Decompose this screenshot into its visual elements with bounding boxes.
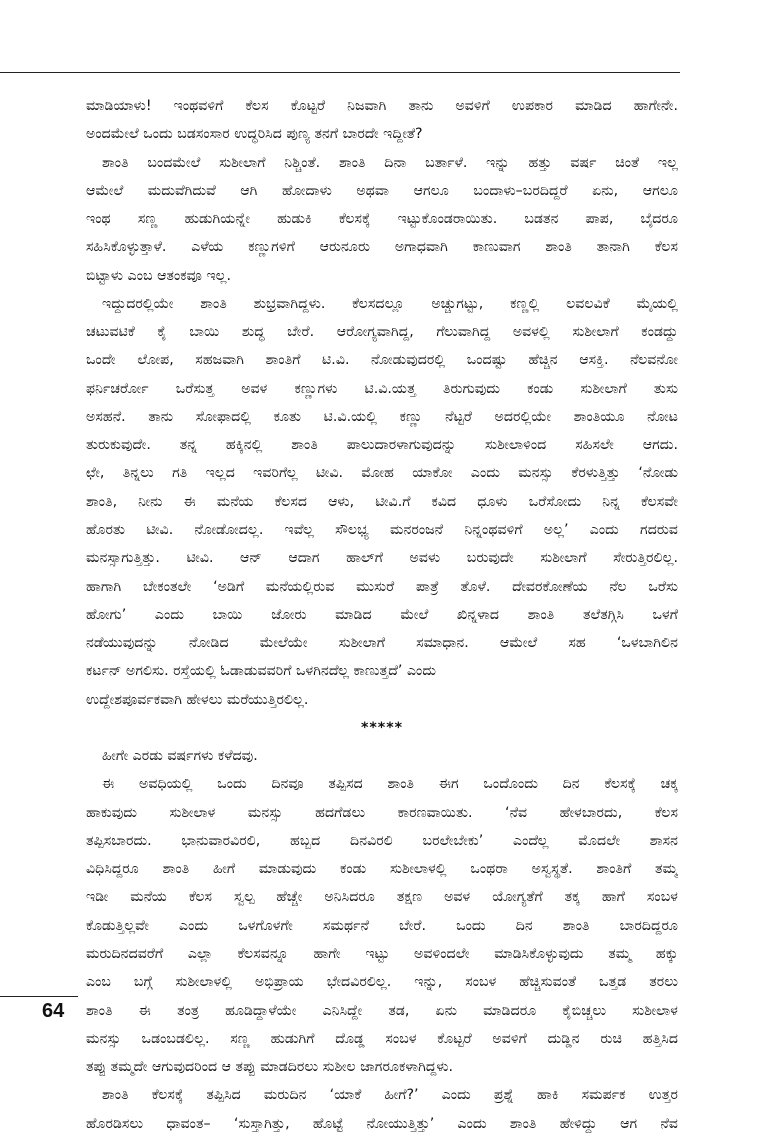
text-line: ಮಾಡಿಯಾಳು! ಇಂಥವಳಿಗೆ ಕೆಲಸ ಕೊಟ್ಟರೆ ನಿಜವಾಗಿ ತಾನು ಅವಳಿಗೆ ಉಪಕಾರ ಮಾಡಿದ ಹಾಗೇನೇ. <box>86 98 678 114</box>
text-line: ಒಂದೇ ಲೋಪ, ಸಹಜವಾಗಿ ಶಾಂತಿಗೆ ಟಿ.ವಿ. ನೋಡುವುದರಲ್ಲಿ ಒಂದಷ್ಟು ಹೆಚ್ಚಿನ ಆಸಕ್ತಿ. ನೆಲವನೋ <box>86 352 678 369</box>
text-line: ಆಮೇಲೆ ಮದುವೆಗಿದುವೆ ಆಗಿ ಹೋದಾಳು ಅಥವಾ ಆಗಲೂ ಬಂದಾಳು–ಬರದಿದ್ದರೆ ಏನು, ಆಗಲೂ <box>86 182 678 199</box>
text-line: ಎಂಬ ಬಗ್ಗೆ ಸುಶೀಲಾಳಲ್ಲಿ ಅಭಿಪ್ರಾಯ ಭೇದವಿರಲಿಲ್ಲ. ಇನ್ನು, ಸಂಬಳ ಹೆಚ್ಚಿಸುವಂತೆ ಒತ್ತಡ ತರಲು <box>86 974 678 991</box>
page-body <box>86 92 678 1138</box>
text-line: ಹೊರತು ಟೀವಿ. ನೋಡೋದಲ್ಲ. ಇವೆಲ್ಲ ಸೌಲಭ್ಯ ಮನರಂಜನೆ ನಿನ್ನಂಥವಳಿಗೆ ಅಲ್ಲ’ ಎಂದು ಗದರುವ <box>86 521 678 538</box>
text-line: ಇದ್ದುದರಲ್ಲಿಯೇ ಶಾಂತಿ ಶುಭ್ರವಾಗಿದ್ದಳು. ಕೆಲಸದಲ್ಲೂ ಅಚ್ಚುಗಟ್ಟು, ಕಣ್ಣಲ್ಲಿ ಲವಲವಿಕೆ ಮೈಯಲ್ಲಿ <box>102 295 678 312</box>
text-line: ಇಡೀ ಮನೆಯ ಕೆಲಸ ಸ್ವಲ್ಪ ಹೆಚ್ಚೇ ಅನಿಸಿದರೂ ತಕ್ಷಣ ಅವಳ ಯೋಗ್ಯತೆಗೆ ತಕ್ಕ ಹಾಗೆ ಸಂಬಳ <box>86 889 678 906</box>
text-line: ಛೇ, ತಿನ್ನಲು ಗತಿ ಇಲ್ಲದ ಇವರಿಗೆಲ್ಲ ಟೀವಿ. ಮೋಹ ಯಾಕೋ ಎಂದು ಮನಸ್ಸು ಕೆರಳುತ್ತಿತ್ತು ‘ನೋಡು <box>86 465 678 482</box>
page-number: 64 <box>42 1000 65 1022</box>
text-line: ಮನಸ್ಸಾಗುತ್ತಿತ್ತು. ಟೀವಿ. ಆನ್ ಆದಾಗ ಹಾಲ್‌ಗೆ ಅವಳು ಬರುವುದೇ ಸುಶೀಲಾಗೆ ಸೇರುತ್ತಿರಲಿಲ್ಲ. <box>86 550 678 567</box>
text-line: ಅಸಹನೆ. ತಾನು ಸೋಫಾದಲ್ಲಿ ಕೂತು ಟಿ.ವಿ.ಯಲ್ಲಿ ಕಣ್ಣು ನೆಟ್ಟರೆ ಅದರಲ್ಲಿಯೇ ಶಾಂತಿಯೂ ನೋಟ <box>86 408 678 425</box>
text-line: ಕೊಡುತ್ತಿಲ್ಲವೇ ಎಂದು ಒಳಗೊಳಗೇ ಸಮರ್ಥನೆ ಬೇರೆ. ಒಂದು ದಿನ ಶಾಂತಿ ಬಾರದಿದ್ದರೂ <box>86 917 678 934</box>
text-line: ವಿಧಿಸಿದ್ದರೂ ಶಾಂತಿ ಹೀಗೆ ಮಾಡುವುದು ಕಂಡು ಸುಶೀಲಾಳಲ್ಲಿ ಒಂಥರಾ ಅಸ್ವಸ್ಥತೆ. ಶಾಂತಿಗೆ ತಮ್ಮ <box>86 861 678 878</box>
text-line: ಉದ್ದೇಶಪೂರ್ವಕವಾಗಿ ಹೇಳಲು ಮರೆಯುತ್ತಿರಲಿಲ್ಲ. <box>86 691 309 708</box>
text-line: ನಡೆಯುವುದನ್ನು ನೋಡಿದ ಮೇಲೆಯೇ ಸುಶೀಲಾಗೆ ಸಮಾಧಾನ. ಆಮೇಲೆ ಸಹ ‘ಒಳಬಾಗಿಲಿನ <box>86 635 678 652</box>
text-line: ಶಾಂತಿ ಬಂದಮೇಲೆ ಸುಶೀಲಾಗೆ ನಿಶ್ಚಿಂತೆ. ಶಾಂತಿ ದಿನಾ ಬರ್ತಾಳೆ. ಇನ್ನು ಹತ್ತು ವರ್ಷ ಚಿಂತೆ ಇಲ್ಲ <box>102 154 678 171</box>
text-line: ಶಾಂತಿ ಕೆಲಸಕ್ಕೆ ತಪ್ಪಿಸಿದ ಮರುದಿನ ‘ಯಾಕೆ ಹೀಗೆ?’ ಎಂದು ಪ್ರಶ್ನೆ ಹಾಕಿ ಸಮರ್ಪಕ ಉತ್ತರ <box>102 1087 678 1104</box>
page-number-rule <box>0 996 78 997</box>
text-line: ಫರ್ನಿಚರ್ರೋ ಒರೆಸುತ್ತ ಅವಳ ಕಣ್ಣುಗಳು ಟಿ.ವಿ.ಯತ್ತ ತಿರುಗುವುದು ಕಂಡು ಸುಶೀಲಾಗೆ ತುಸು <box>86 380 678 397</box>
text-line: ಈ ಅವಧಿಯಲ್ಲಿ ಒಂದು ದಿನವೂ ತಪ್ಪಿಸದ ಶಾಂತಿ ಈಗ ಒಂದೊಂದು ದಿನ ಕೆಲಸಕ್ಕೆ ಚಕ್ಕ <box>102 776 678 793</box>
text-line: ಹೋಗು’ ಎಂದು ಬಾಯಿ ಜೋರು ಮಾಡಿದ ಮೇಲೆ ಖಿನ್ನಳಾದ ಶಾಂತಿ ತಲೆತಗ್ಗಿಸಿ ಒಳಗೆ <box>86 606 678 623</box>
text-line: ಮರುದಿನದವರೆಗೆ ಎಲ್ಲಾ ಕೆಲಸವನ್ನೂ ಹಾಗೇ ಇಟ್ಟು ಅವಳಿಂದಲೇ ಮಾಡಿಸಿಕೊಳ್ಳುವುದು ತಮ್ಮ ಹಕ್ಕು <box>86 945 678 962</box>
text-line: ತುರುಕುವುದೇ. ತನ್ನ ಹಕ್ಕಿನಲ್ಲಿ ಶಾಂತಿ ಪಾಲುದಾರಳಾಗುವುದನ್ನು ಸುಶೀಲಾಳಿಂದ ಸಹಿಸಲೇ ಆಗದು. <box>86 437 678 454</box>
text-line: ಶಾಂತಿ, ನೀನು ಈ ಮನೆಯ ಕೆಲಸದ ಆಳು, ಟೀವಿ.ಗೆ ಕವಿದ ಧೂಳು ಒರೆಸೋದು ನಿನ್ನ ಕೆಲಸವೇ <box>86 493 678 510</box>
text-line: ಇಂಥ ಸಣ್ಣ ಹುಡುಗಿಯನ್ನೇ ಹುಡುಕಿ ಕೆಲಸಕ್ಕೆ ಇಟ್ಟುಕೊಂಡರಾಯಿತು. ಬಡತನ ಪಾಪ, ಬೈದರೂ <box>86 211 678 228</box>
text-line: ಹಾಕುವುದು ಸುಶೀಲಾಳ ಮನಸ್ಸು ಹದಗೆಡಲು ಕಾರಣವಾಯಿತು. ‘ನೆವ ಹೇಳಬಾರದು, ಕೆಲಸ <box>86 804 678 821</box>
text-line: ಅಂದಮೇಲೆ ಒಂದು ಬಡಸಂಸಾರ ಉದ್ಧರಿಸಿದ ಪುಣ್ಯ ತನಗೆ ಬಾರದೇ ಇದ್ದೀತೆ? <box>86 126 423 143</box>
text-line: ಹಾಗಾಗಿ ಬೇಕಂತಲೇ ‘ಅಡಿಗೆ ಮನೆಯಲ್ಲಿರುವ ಮುಸುರೆ ಪಾತ್ರೆ ತೊಳೆ. ದೇವರಕೋಣೆಯ ನೆಲ ಒರೆಸು <box>86 578 678 595</box>
text-line: ಹೊರಡಿಸಲು ಧಾವಂತ– ‘ಸುಸ್ತಾಗಿತ್ತು, ಹೊಟ್ಟೆ ನೋಯುತ್ತಿತ್ತು’ ಎಂದು ಶಾಂತಿ ಹೇಳಿದ್ದು ಆಗ ನೆವ <box>86 1115 678 1132</box>
text-line: ತಪ್ಪು ತಮ್ಮದೇ ಆಗುವುದರಿಂದ ಆ ತಪ್ಪು ಮಾಡದಿರಲು ಸುಶೀಲ ಜಾಗರೂಕಳಾಗಿದ್ದಳು. <box>86 1059 454 1076</box>
top-rule <box>0 72 680 73</box>
text-line: ಚಟುವಟಿಕೆ ಕೈ ಬಾಯಿ ಶುದ್ಧ ಬೇರೆ. ಆರೋಗ್ಯವಾಗಿದ್ದ, ಗೆಲುವಾಗಿದ್ದ ಅವಳಲ್ಲಿ ಸುಶೀಲಾಗೆ ಕಂಡದ್ದು <box>86 324 678 341</box>
text-line: ಶಾಂತಿ ಈ ತಂತ್ರ ಹೂಡಿದ್ದಾಳೆಯೇ ಎನಿಸಿದ್ದೇ ತಡ, ಏನು ಮಾಡಿದರೂ ಕೈಬಿಚ್ಚಲು ಸುಶೀಲಾಳ <box>86 1002 678 1019</box>
text-line: ತಪ್ಪಿಸಬಾರದು. ಭಾನುವಾರವಿರಲಿ, ಹಬ್ಬದ ದಿನವಿರಲಿ ಬರಲೇಬೇಕು’ ಎಂದೆಲ್ಲ ಮೊದಲೇ ಶಾಸನ <box>86 832 678 849</box>
text-line: ಸಹಿಸಿಕೊಳ್ಳುತ್ತಾಳೆ. ಎಳೆಯ ಕಣ್ಣುಗಳಿಗೆ ಆರುನೂರು ಅಗಾಧವಾಗಿ ಕಾಣುವಾಗ ಶಾಂತಿ ತಾನಾಗಿ ಕೆಲಸ <box>86 239 678 256</box>
text-line: ಹೀಗೇ ಎರಡು ವರ್ಷಗಳು ಕಳೆದವು. <box>102 748 258 765</box>
text-line: ಮನಸ್ಸು ಒಡಂಬಡಲಿಲ್ಲ. ಸಣ್ಣ ಹುಡುಗಿಗೆ ದೊಡ್ಡ ಸಂಬಳ ಕೊಟ್ಟರೆ ಅವಳಿಗೆ ದುಡ್ಡಿನ ರುಚಿ ಹತ್ತಿಸಿದ <box>86 1030 678 1047</box>
text-line: ಬಿಟ್ಟಾಳು ಎಂಬ ಆತಂಕವೂ ಇಲ್ಲ. <box>86 267 232 284</box>
text-line: ಕರ್ಟನ್ ಅಗಲಿಸು. ರಸ್ತೆಯಲ್ಲಿ ಓಡಾಡುವವರಿಗೆ ಒಳಗಿನದೆಲ್ಲ ಕಾಣುತ್ತದೆ’ ಎಂದು <box>86 663 437 680</box>
section-separator: ***** <box>360 719 404 736</box>
